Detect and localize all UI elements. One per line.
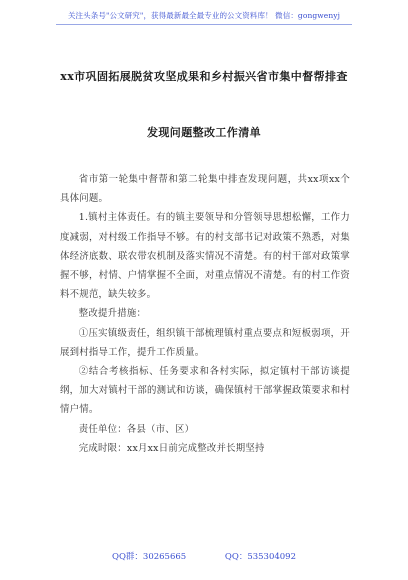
paragraph-measure-2: ②结合考核指标、任务要求和各村实际，拟定镇村干部访谈提纲，加大对镇村干部的测试和访谈，确保镇村干部掌握政策要求和村情户情。 [60, 366, 350, 416]
paragraph-measure-1: ①压实镇级责任，组织镇干部梳理镇村重点要点和短板弱项，开展到村指导工作，提升工作质量。 [60, 327, 350, 358]
paragraph-deadline: 完成时限：xx月xx日前完成整改并长期坚持 [78, 442, 265, 454]
document-title-line-1: xx市巩固拓展脱贫攻坚成果和乡村振兴省市集中督帮排查 [60, 70, 348, 83]
paragraph-measures-heading: 整改提升措施： [78, 308, 147, 320]
header-promo-text: 关注头条号"公文研究"，获得最新最全最专业的公文资料库！ 微信：gongwenyj [67, 11, 341, 20]
document-body [60, 170, 350, 458]
footer-qq-group: QQ群：30265665 [111, 552, 187, 562]
paragraph-intro: 省市第一轮集中督帮和第二轮集中排查发现问题，共xx项xx个具体问题。 [60, 174, 350, 205]
paragraph-issue-1: 1.镇村主体责任。有的镇主要领导和分管领导思想松懈，工作力度减弱，对村级工作指导不够。有的村支部书记对政策不熟悉，对集体经济底数、联农带农机制及落实情况不清楚。有的村干部对政策掌握不够，村情、户情掌握不全面，对重点情况不清楚。有的村工作资料不规范，缺失较多。 [60, 212, 350, 301]
footer-qq-number: QQ：535304092 [224, 552, 296, 562]
paragraph-responsible-unit: 责任单位：各县（市、区） [78, 423, 195, 435]
header-divider [56, 24, 352, 25]
footer-contact [0, 550, 408, 562]
document-title-line-2: 发现问题整改工作清单 [147, 126, 261, 139]
